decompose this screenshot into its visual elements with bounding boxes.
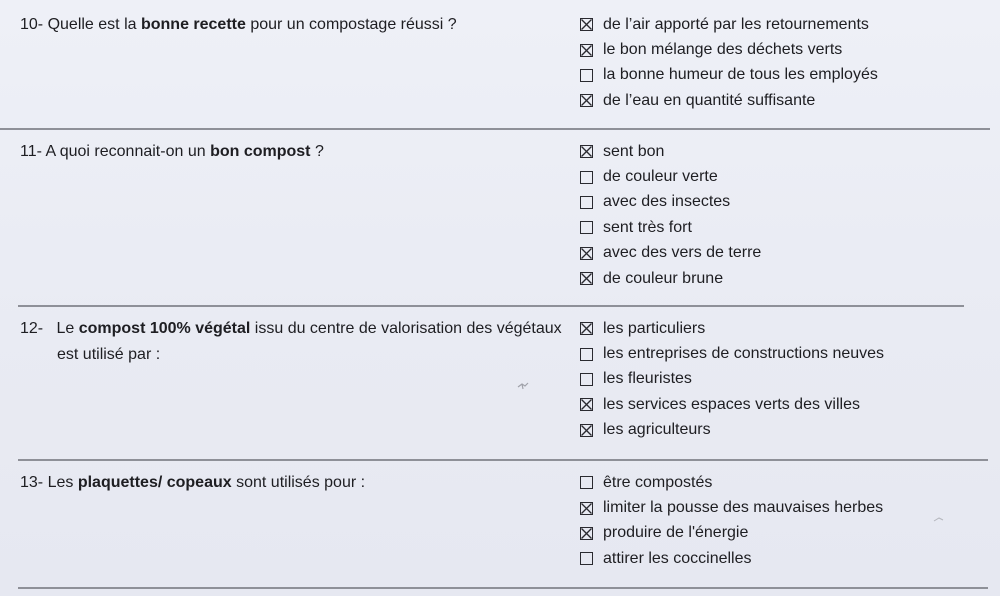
answer-option[interactable] [580,266,761,291]
question-suffix: pour un compostage réussi ? [245,16,457,33]
question-number: 13- [20,474,44,491]
cross-mark-icon [581,503,592,514]
answer-option[interactable] [580,88,878,113]
question-keyword: plaquettes/ copeaux [77,474,232,491]
checkbox-unchecked[interactable] [580,552,593,565]
answer-label: les services espaces verts des villes [603,395,860,413]
answer-label: de couleur verte [603,168,718,186]
answer-label: les fleuristes [603,370,692,388]
checkbox-unchecked[interactable] [580,69,593,82]
separator-line [18,587,988,589]
separator-line [18,305,964,307]
cross-mark-icon [581,146,592,157]
cross-mark-icon [581,45,592,56]
answer-label: de l’eau en quantité suffisante [603,91,816,109]
answer-list [580,139,761,291]
question-suffix: sont utilisés pour : [231,474,366,491]
answer-option[interactable] [580,164,761,189]
answer-label: les particuliers [603,319,706,337]
answer-option[interactable] [580,316,884,341]
answer-label: avec des insectes [603,193,731,211]
answer-label: sent très fort [603,218,692,236]
answer-label: le bon mélange des déchets verts [603,41,843,59]
answer-list [580,470,883,572]
answer-label: attirer les coccinelles [603,549,752,567]
question-suffix: issu du centre de valorisation des végétaux [250,320,562,337]
checkbox-checked[interactable] [580,94,593,107]
cross-mark-icon [581,248,592,259]
separator-line [18,459,988,461]
checkbox-unchecked[interactable] [580,348,593,361]
checkbox-checked[interactable] [580,424,593,437]
question-text [20,12,457,37]
answer-option[interactable] [580,12,878,37]
question-text [20,139,324,164]
cross-mark-icon [581,425,592,436]
answer-label: de l’air apporté par les retournements [603,15,869,33]
checkbox-checked[interactable] [580,145,593,158]
answer-option[interactable] [580,215,761,240]
answer-option[interactable] [580,470,883,495]
answer-option[interactable] [580,63,878,88]
question-number: 12- [20,320,44,337]
checkbox-unchecked[interactable] [580,171,593,184]
checkbox-checked[interactable] [580,44,593,57]
answer-option[interactable] [580,190,761,215]
cross-mark-icon [581,95,592,106]
question-prefix: Le [56,320,79,337]
question-suffix: ? [310,143,324,160]
question-number: 11- [20,143,42,160]
answer-option[interactable] [580,521,883,546]
cross-mark-icon [581,528,592,539]
checkbox-checked[interactable] [580,18,593,31]
question-text-line2: est utilisé par : [57,346,161,363]
answer-option[interactable] [580,546,883,571]
answer-option[interactable] [580,367,884,392]
cross-mark-icon [581,273,592,284]
answer-list [580,12,878,114]
answer-label: produire de l'énergie [603,524,749,542]
answer-label: les agriculteurs [603,421,711,439]
question-prefix: Quelle est la [47,16,141,33]
answer-label: sent bon [603,142,665,160]
question-keyword: bonne recette [140,16,246,33]
answer-label: avec des vers de terre [603,244,762,262]
checkbox-unchecked[interactable] [580,221,593,234]
answer-option[interactable] [580,392,884,417]
answer-label: la bonne humeur de tous les employés [603,66,878,84]
answer-list [580,316,884,443]
question-text [20,316,562,341]
checkbox-unchecked[interactable] [580,476,593,489]
answer-label: être compostés [603,473,713,491]
answer-option[interactable] [580,241,761,266]
question-prefix: A quoi reconnait-on un [45,143,211,160]
checkbox-checked[interactable] [580,322,593,335]
question-keyword: bon compost [210,143,311,160]
answer-label: de couleur brune [603,269,724,287]
question-text [20,470,365,495]
question-prefix: Les [47,474,78,491]
checkbox-checked[interactable] [580,527,593,540]
checkbox-checked[interactable] [580,247,593,260]
checkbox-unchecked[interactable] [580,196,593,209]
answer-label: les entreprises de constructions neuves [603,345,885,363]
answer-option[interactable] [580,341,884,366]
checkbox-unchecked[interactable] [580,373,593,386]
checkbox-checked[interactable] [580,398,593,411]
question-number: 10- [20,16,44,33]
answer-label: limiter la pousse des mauvaises herbes [603,499,884,517]
answer-option[interactable] [580,418,884,443]
answer-option[interactable] [580,139,761,164]
answer-option[interactable] [580,495,883,520]
cross-mark-icon [581,399,592,410]
answer-option[interactable] [580,37,878,62]
checkbox-checked[interactable] [580,502,593,515]
cross-mark-icon [581,323,592,334]
cross-mark-icon [581,19,592,30]
scan-speck-mark [516,381,530,391]
checkbox-checked[interactable] [580,272,593,285]
scan-speck-mark [932,514,946,524]
question-keyword: compost 100% végétal [78,320,251,337]
separator-line [0,128,990,130]
